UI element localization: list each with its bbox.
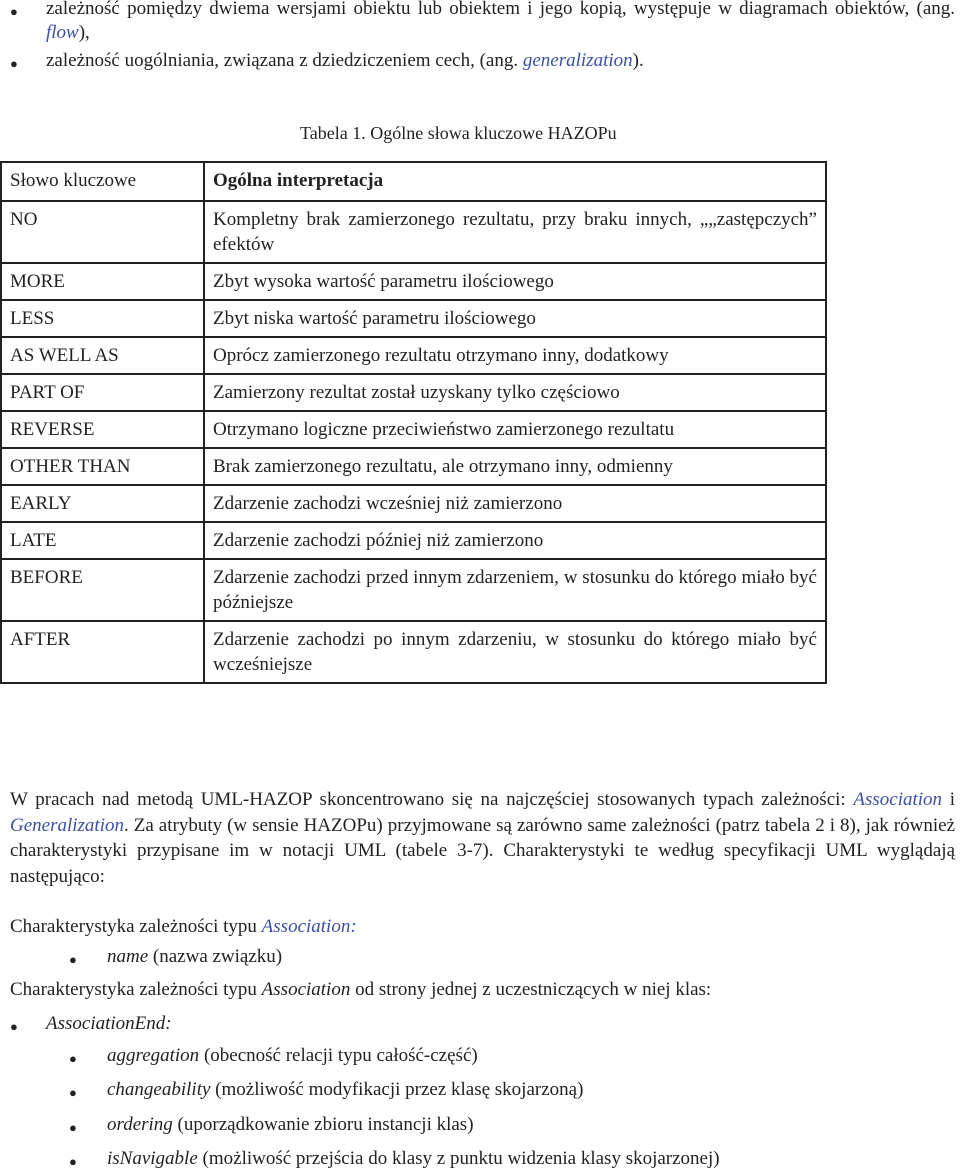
table-row: [1, 485, 826, 522]
interpretation-cell: Brak zamierzonego rezultatu, ale otrzymano inny, odmienny: [204, 448, 826, 485]
paragraph-text-3: . Za atrybuty (w sensie HAZOPu) przyjmowane są zarówno same zależności (patrz tabela 2 i 8), jak również charakterystyki przypisane im w notacji UML (tabele 3-7). Charakterystyki te według specyfikacji UML wyglądają następująco:: [10, 814, 955, 887]
interpretation-cell: Otrzymano logiczne przeciwieństwo zamierzonego rezultatu: [204, 411, 826, 448]
interpretation-cell: Zamierzony rezultat został uzyskany tylko częściowo: [204, 374, 826, 411]
interpretation-cell: Oprócz zamierzonego rezultatu otrzymano inny, dodatkowy: [204, 337, 826, 374]
bullet-icon: ●: [10, 4, 18, 19]
association-end-item: [107, 1044, 478, 1068]
item-italic: aggregation: [107, 1045, 200, 1066]
interpretation-cell: Kompletny brak zamierzonego rezultatu, przy braku innych, „„zastępczych” efektów: [204, 201, 826, 263]
table-row: [1, 411, 826, 448]
interpretation-cell: Zdarzenie zachodzi wcześniej niż zamierzono: [204, 485, 826, 522]
association-end-item: [107, 1113, 474, 1137]
table-row: [1, 263, 826, 300]
body-paragraph: [10, 787, 955, 889]
association-item-italic: name: [107, 946, 149, 967]
paragraph-italic-association: Association: [853, 789, 943, 810]
keyword-cell: MORE: [1, 263, 204, 300]
association-heading-text: Charakterystyka zależności typu: [10, 916, 262, 937]
interpretation-cell: Zdarzenie zachodzi po innym zdarzeniu, w stosunku do którego miało być wcześniejsze: [204, 621, 826, 683]
bullet-icon: ●: [69, 952, 77, 967]
association-end-item: [107, 1078, 583, 1102]
top-bullet-1-after: ),: [78, 22, 90, 43]
header-keyword: Słowo kluczowe: [1, 162, 204, 201]
keyword-cell: PART OF: [1, 374, 204, 411]
top-bullet-2-italic: generalization: [522, 50, 633, 71]
table-row: [1, 201, 826, 263]
association-end-item: [107, 1147, 720, 1171]
bullet-icon: ●: [69, 1051, 77, 1066]
hazop-keywords-table: [0, 161, 827, 684]
association-end-heading-after: od strony jednej z uczestniczących w niej klas:: [350, 979, 712, 1000]
association-end-heading-text: Charakterystyka zależności typu: [10, 979, 262, 1000]
association-end-label-text: AssociationEnd:: [46, 1013, 172, 1034]
association-heading: [10, 915, 357, 939]
item-italic: ordering: [107, 1114, 173, 1135]
top-bullet-2-text: zależność uogólniania, związana z dziedziczeniem cech, (ang.: [46, 50, 523, 71]
keyword-cell: EARLY: [1, 485, 204, 522]
table-row: [1, 448, 826, 485]
bullet-icon: ●: [69, 1085, 77, 1100]
keyword-cell: OTHER THAN: [1, 448, 204, 485]
top-bullet-1-italic: flow: [46, 22, 79, 43]
keyword-cell: REVERSE: [1, 411, 204, 448]
bullet-icon: ●: [10, 1019, 18, 1034]
paragraph-italic-generalization: Generalization: [10, 814, 124, 836]
item-text: (możliwość modyfikacji przez klasę skojarzoną): [210, 1079, 584, 1100]
interpretation-cell: Zbyt niska wartość parametru ilościowego: [204, 300, 826, 337]
item-text: (obecność relacji typu całość-część): [199, 1045, 478, 1066]
association-item-name: [107, 945, 282, 969]
interpretation-cell: Zbyt wysoka wartość parametru ilościowego: [204, 263, 826, 300]
keyword-cell: AFTER: [1, 621, 204, 683]
association-end-label: [46, 1012, 172, 1036]
keyword-cell: BEFORE: [1, 559, 204, 621]
bullet-icon: ●: [69, 1154, 77, 1169]
bullet-icon: ●: [10, 56, 18, 71]
interpretation-cell: Zdarzenie zachodzi przed innym zdarzeniem, w stosunku do którego miało być późniejsze: [204, 559, 826, 621]
header-interpretation: Ogólna interpretacja: [204, 162, 826, 201]
top-bullet-2-after: ).: [632, 50, 644, 71]
table-row: [1, 300, 826, 337]
keyword-cell: NO: [1, 201, 204, 263]
association-end-heading: [10, 978, 711, 1002]
association-heading-italic: Association:: [261, 916, 357, 937]
table-row: [1, 621, 826, 683]
association-end-heading-italic: Association: [261, 979, 351, 1000]
item-text: (uporządkowanie zbioru instancji klas): [172, 1114, 474, 1135]
table-row: [1, 559, 826, 621]
top-bullet-1: [46, 0, 955, 45]
table-row: [1, 522, 826, 559]
top-bullet-1-text: zależność pomiędzy dwiema wersjami obiektu lub obiektem i jego kopią, występuje w diagramach obiektów, (ang.: [46, 0, 955, 19]
table-row: [1, 374, 826, 411]
interpretation-cell: Zdarzenie zachodzi później niż zamierzono: [204, 522, 826, 559]
keyword-cell: LESS: [1, 300, 204, 337]
top-bullet-2: [46, 49, 955, 73]
keyword-cell: AS WELL AS: [1, 337, 204, 374]
paragraph-text-1: W pracach nad metodą UML-HAZOP skoncentrowano się na najczęściej stosowanych typach zależności:: [10, 789, 854, 810]
association-item-text: (nazwa związku): [148, 946, 283, 967]
paragraph-text-2: i: [942, 789, 956, 810]
item-italic: isNavigable: [107, 1148, 198, 1169]
table-row: [1, 337, 826, 374]
item-italic: changeability: [107, 1079, 211, 1100]
table-header-row: [1, 162, 826, 201]
keyword-cell: LATE: [1, 522, 204, 559]
item-text: (możliwość przejścia do klasy z punktu widzenia klasy skojarzonej): [197, 1148, 720, 1169]
table-caption: Tabela 1. Ogólne słowa kluczowe HAZOPu: [300, 123, 617, 143]
bullet-icon: ●: [69, 1120, 77, 1135]
